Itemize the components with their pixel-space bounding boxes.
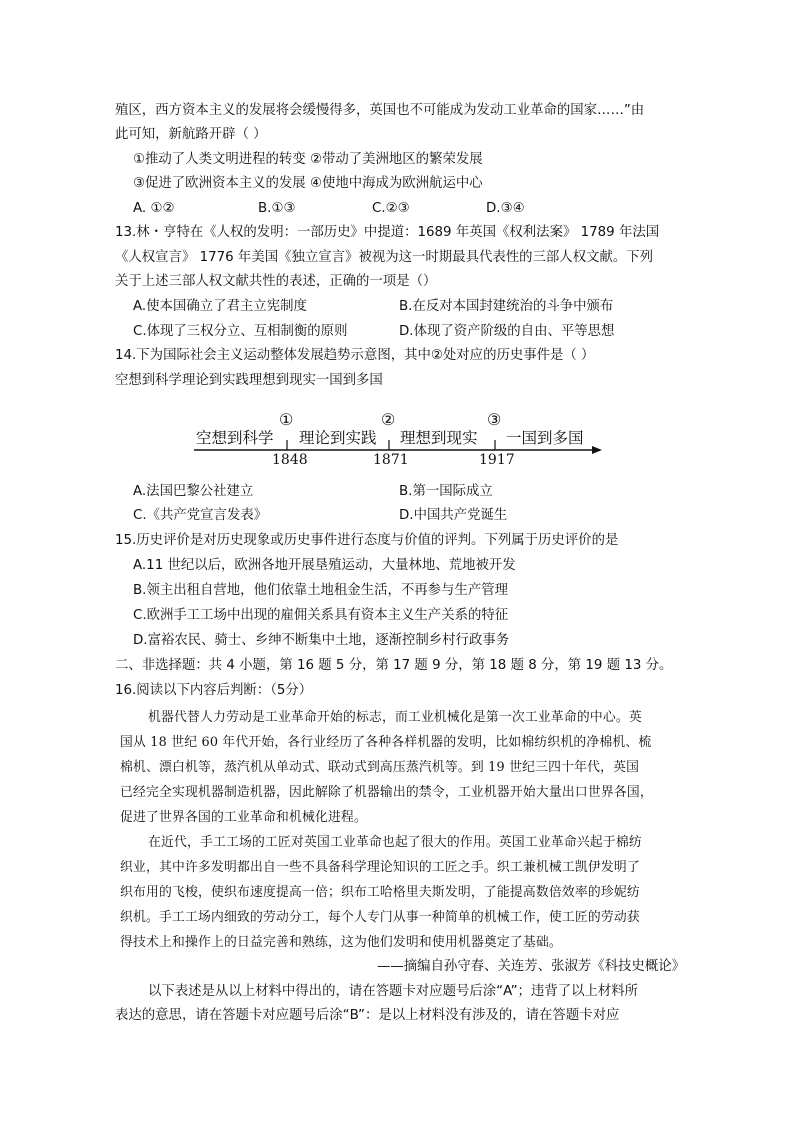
q13-text-line-2: 《人权宣言》 1776 年美国《独立宣言》被视为这一时期最具代表性的三部人权文献。下列 xyxy=(115,250,654,265)
q14-option-d: D.中国共产党诞生 xyxy=(399,508,508,523)
q12-options xyxy=(133,199,683,219)
q16-source: ——摘编自孙守春、关连芳、张淑芳《科技史概论》 xyxy=(377,959,685,974)
q12-items-1-2: ①推动了人类文明进程的转变 ②带动了美洲地区的繁荣发展 xyxy=(133,152,483,167)
q16-material-line-6: 在近代，手工工场的工匠对英国工业革命也起了很大的作用。英国工业革命兴起于棉纺 xyxy=(148,835,642,850)
q13-option-d: D.体现了资产阶级的自由、平等思想 xyxy=(399,324,615,339)
timeline-year-2: 1871 xyxy=(373,452,409,468)
q14-options-row-2 xyxy=(133,506,683,526)
q15-option-b: B.领主出租自营地，他们依靠土地租金生活，不再参与生产管理 xyxy=(133,583,508,598)
q13-options-row-1 xyxy=(133,297,683,317)
q12-text-line-1: 殖区，西方资本主义的发展将会缓慢得多，英国也不可能成为发动工业革命的国家……”由 xyxy=(115,103,645,118)
q15-option-c: C.欧洲手工工场中出现的雇佣关系具有资本主义生产关系的特征 xyxy=(133,608,509,623)
q14-option-c: C.《共产党宣言发表》 xyxy=(133,508,268,523)
q13-option-a: A.使本国确立了君主立宪制度 xyxy=(133,299,307,314)
q15-option-a: A.11 世纪以后，欧洲各地开展垦殖运动，大量林地、荒地被开发 xyxy=(133,558,516,573)
q12-option-c: C.②③ xyxy=(372,201,410,216)
q14-text-line-1: 14.下为国际社会主义运动整体发展趋势示意图，其中②处对应的历史事件是（ ） xyxy=(115,348,595,363)
q16-material-line-10: 得技术上和操作上的日益完善和熟练，这为他们发明和使用机器奠定了基础。 xyxy=(120,935,562,950)
q14-option-a: A.法国巴黎公社建立 xyxy=(133,484,254,499)
q16-material-line-7: 织业，其中许多发明都出自一些不具备科学理论知识的工匠之手。织工兼机械工凯伊发明了 xyxy=(120,860,640,875)
timeline-label-2: 理论到实践 xyxy=(299,429,377,447)
q15-option-d: D.富裕农民、骑士、乡绅不断集中土地，逐渐控制乡村行政事务 xyxy=(133,633,510,648)
q12-option-a: A. ①② xyxy=(133,201,175,216)
q13-options-row-2 xyxy=(133,322,683,342)
timeline-year-1: 1848 xyxy=(272,452,308,468)
timeline-label-1: 空想到科学 xyxy=(196,429,274,447)
q16-material-line-3: 棉机、漂白机等，蒸汽机从单动式、联动式到高压蒸汽机等。到 19 世纪三四十年代，英国 xyxy=(120,760,640,775)
q16-material-line-5: 促进了世界各国的工业革命和机械化进程。 xyxy=(120,810,367,825)
q16-instruction-line-1: 以下表述是从以上材料中得出的，请在答题卡对应题号后涂“A”；违背了以上材料所 xyxy=(148,984,639,999)
timeline-mark-2: ② xyxy=(381,410,396,429)
q16-material-line-1: 机器代替人力劳动是工业革命开始的标志，而工业机械化是第一次工业革命的中心。英 xyxy=(148,710,642,725)
timeline-mark-1: ① xyxy=(279,410,294,429)
q16-material-line-8: 织布用的飞梭，使织布速度提高一倍；织布工哈格里夫斯发明，了能提高数倍效率的珍妮纺 xyxy=(120,885,640,900)
timeline-mark-3: ③ xyxy=(487,410,502,429)
q12-text-line-2: 此可知，新航路开辟（ ） xyxy=(115,127,267,142)
timeline-arrowhead xyxy=(592,446,602,454)
q13-text-line-3: 关于上述三部人权文献共性的表述，正确的一项是（） xyxy=(115,274,437,289)
timeline-year-3: 1917 xyxy=(479,452,515,468)
timeline-label-4: 一国到多国 xyxy=(506,429,584,447)
timeline-label-3: 理想到现实 xyxy=(400,429,478,447)
q14-option-b: B.第一国际成立 xyxy=(399,484,493,499)
section-2-heading: 二、非选择题：共 4 小题，第 16 题 5 分，第 17 题 9 分，第 18 题 8 分，第 19 题 13 分。 xyxy=(115,658,673,673)
q16-instruction-line-2: 表达的意思，请在答题卡对应题号后涂“B”：是以上材料没有涉及的，请在答题卡对应 xyxy=(115,1008,620,1023)
q16-material-line-2: 国从 18 世纪 60 年代开始，各行业经历了各种各样机器的发明，比如棉纺织机的净棉机、梳 xyxy=(120,735,652,750)
q14-options-row-1 xyxy=(133,482,683,502)
q13-option-c: C.体现了三权分立、互相制衡的原则 xyxy=(133,324,348,339)
q13-text-line-1: 13.林・亨特在《人权的发明：一部历史》中提道：1689 年英国《权利法案》 1789 年法国 xyxy=(115,225,660,240)
q12-items-3-4: ③促进了欧洲资本主义的发展 ④使地中海成为欧洲航运中心 xyxy=(133,176,483,191)
q12-option-b: B.①③ xyxy=(258,201,296,216)
q16-material-line-9: 织机。手工工场内细致的劳动分工，每个人专门从事一种简单的机械工作，使工匠的劳动获 xyxy=(120,910,640,925)
q14-text-line-2: 空想到科学理论到实践理想到现实一国到多国 xyxy=(115,373,383,388)
q13-option-b: B.在反对本国封建统治的斗争中颁布 xyxy=(399,299,614,314)
q15-text-line-1: 15.历史评价是对历史现象或历史事件进行态度与价值的评判。下列属于历史评价的是 xyxy=(115,533,619,548)
q16-title: 16.阅读以下内容后判断：（5分） xyxy=(115,683,313,698)
q12-option-d: D.③④ xyxy=(486,201,525,216)
q16-material-line-4: 已经完全实现机器制造机器，因此解除了机器输出的禁令，工业机器开始大量出口世界各国， xyxy=(120,785,653,800)
